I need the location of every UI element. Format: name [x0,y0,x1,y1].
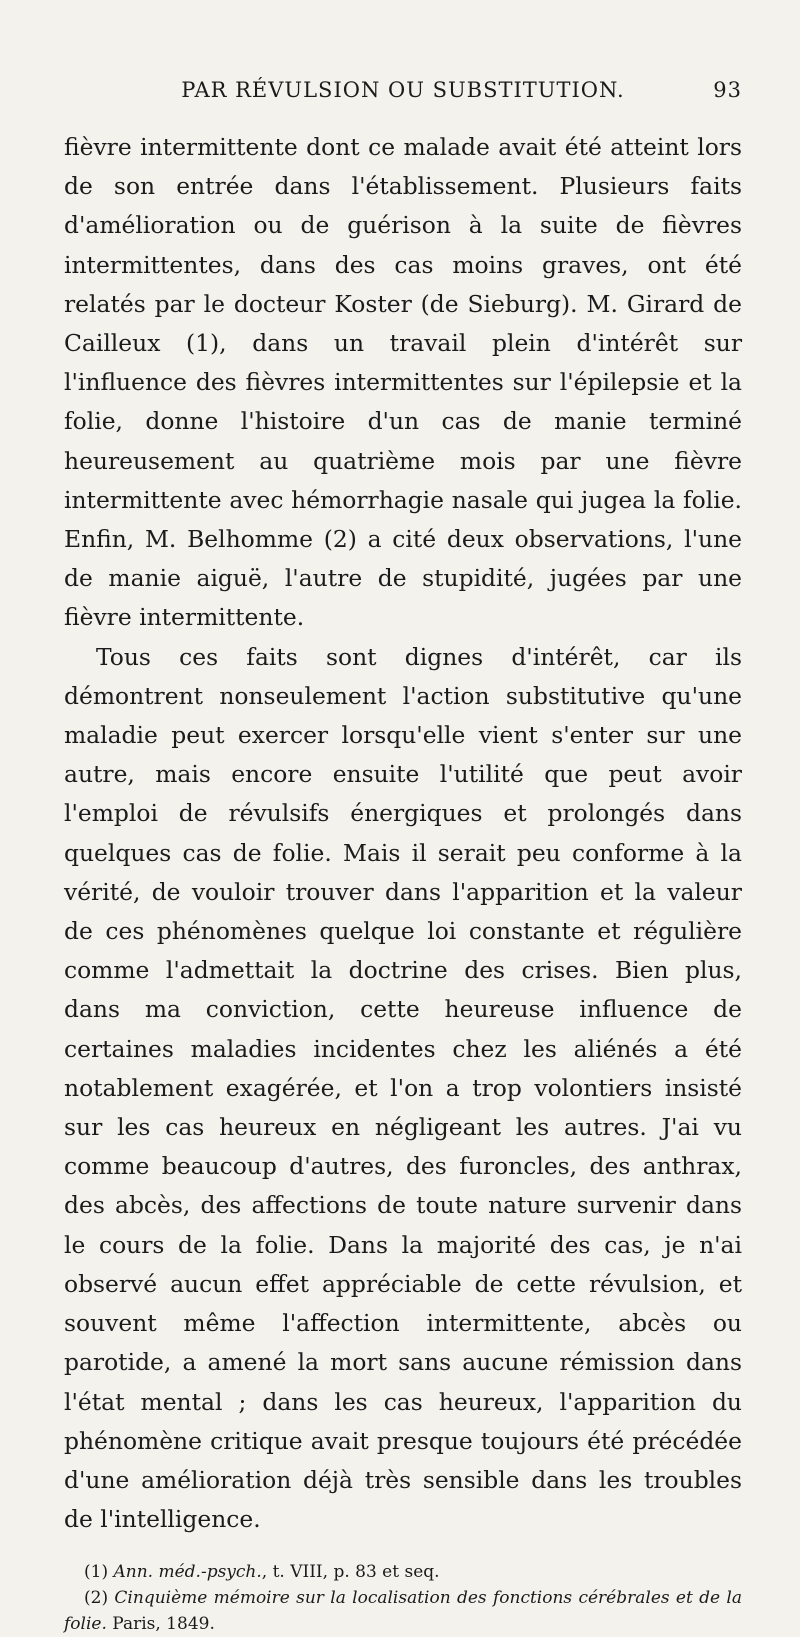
footnotes [64,1559,742,1637]
footnote-2 [64,1585,742,1637]
running-title: PAR RÉVULSION OU SUBSTITUTION. [181,78,625,102]
footnote-1-mark: (1) [84,1562,109,1583]
footnote-1 [64,1559,742,1585]
footnote-2-title: Cinquième mémoire sur la localisation des fonctions cérébrales et de la folie. [64,1588,742,1635]
footnote-1-title: Ann. méd.-psych. [113,1562,262,1583]
running-header [64,78,742,128]
footnote-1-ref: , t. VIII, p. 83 et seq. [261,1562,440,1583]
paragraph-1: fièvre intermittente dont ce malade avait été atteint lors de son entrée dans l'établissement. Plusieurs faits d'amélioration ou de guérison à la suite de fièvres intermittentes, dans des cas moins graves, ont été relatés par le docteur Koster (de Sieburg). M. Girard de Cailleux (1), dans un travail plein d'intérêt sur l'influence des fièvres intermittentes sur l'épilepsie et la folie, donne l'histoire d'un cas de manie terminé heureusement au quatrième mois par une fièvre intermittente avec hémorrhagie nasale qui jugea la folie. Enfin, M. Belhomme (2) a cité deux observations, l'une de manie aiguë, l'autre de stupidité, jugées par une fièvre intermittente. [64,133,742,632]
main-text [64,128,742,1539]
page-number: 93 [713,78,742,102]
book-page [0,78,800,1635]
footnote-2-mark: (2) [84,1588,109,1609]
footnote-2-ref: Paris, 1849. [106,1614,215,1635]
paragraph-2: Tous ces faits sont dignes d'intérêt, car ils démontrent nonseulement l'action substitutive qu'une maladie peut exercer lorsqu'elle vient s'enter sur une autre, mais encore ensuite l'utilité que peut avoir l'emploi de révulsifs énergiques et prolongés dans quelques cas de folie. Mais il serait peu conforme à la vérité, de vouloir trouver dans l'apparition et la valeur de ces phénomènes quelque loi constante et régulière comme l'admettait la doctrine des crises. Bien plus, dans ma conviction, cette heureuse influence de certaines maladies incidentes chez les aliénés a été notablement exagérée, et l'on a trop volontiers insisté sur les cas heureux en négligeant les autres. J'ai vu comme beaucoup d'autres, des furoncles, des anthrax, des abcès, des affections de toute nature survenir dans le cours de la folie. Dans la majorité des cas, je n'ai observé aucun effet appréciable de cette révulsion, et souvent même l'affection intermittente, abcès ou parotide, a amené la mort sans aucune rémission dans l'état mental ; dans les cas heureux, l'apparition du phénomène critique avait presque toujours été précédée d'une amélioration déjà très sensible dans les troubles de l'intelligence. [64,642,742,1534]
